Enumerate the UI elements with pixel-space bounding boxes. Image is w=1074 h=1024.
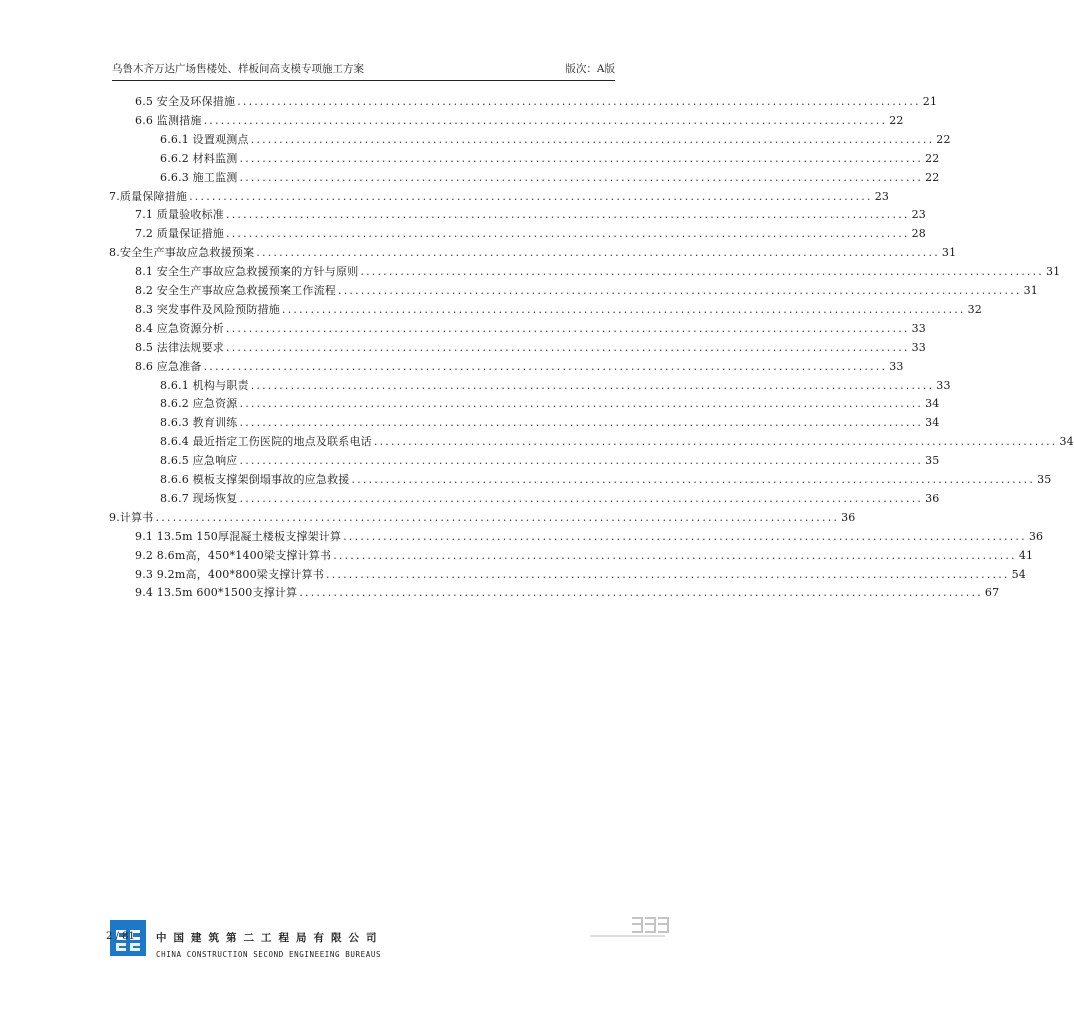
toc-entry-page: 31 xyxy=(1023,284,1038,297)
toc-leader-dots: ........................................................................................................................ xyxy=(333,548,1017,562)
toc-entry[interactable] xyxy=(160,395,940,413)
toc-leader-dots: ........................................................................................................................ xyxy=(239,491,924,505)
toc-entry[interactable] xyxy=(135,566,1027,584)
toc-leader-dots: ........................................................................................................................ xyxy=(351,473,1036,486)
toc-leader-dots: ........................................................................................................................ xyxy=(226,227,910,241)
toc-entry[interactable] xyxy=(135,263,1061,281)
toc-entry-label: 9.4 13.5m 600*1500支撑计算 xyxy=(135,586,298,600)
toc-entry-page: 35 xyxy=(1037,473,1052,486)
toc-entry-label: 6.6.3 施工监测 xyxy=(160,170,238,184)
toc-leader-dots: ........................................................................................................................ xyxy=(203,113,888,127)
toc-leader-dots: ........................................................................................................................ xyxy=(250,378,935,392)
toc-entry[interactable] xyxy=(135,584,1000,602)
toc-entry-label: 6.6 监测措施 xyxy=(135,113,202,127)
toc-entry-label: 8.6.7 现场恢复 xyxy=(160,491,238,505)
toc-entry-label: 7.质量保障措施 xyxy=(109,189,188,203)
toc-entry-label: 8.6.3 教育训练 xyxy=(160,416,238,430)
toc-entry[interactable] xyxy=(160,377,951,395)
version-label: 版次：A版 xyxy=(565,63,615,75)
toc-entry[interactable] xyxy=(135,358,904,376)
toc-entry-page: 32 xyxy=(967,302,982,316)
toc-entry-page: 34 xyxy=(925,397,940,411)
toc-entry-page: 31 xyxy=(1045,265,1061,279)
toc-leader-dots: ........................................................................................................................ xyxy=(203,359,888,373)
toc-entry-label: 8.6 应急准备 xyxy=(135,359,202,373)
toc-entry-page: 33 xyxy=(911,321,926,335)
toc-entry-label: 8.5 法律法规要求 xyxy=(135,340,224,354)
toc-entry[interactable] xyxy=(135,112,904,130)
company-name-en: CHINA CONSTRUCTION SECOND ENGINEEING BUREAUS xyxy=(156,950,382,959)
toc-entry-page: 36 xyxy=(841,510,856,524)
toc-leader-dots: ........................................................................................................................ xyxy=(360,265,1044,279)
toc-entry-label: 9.3 9.2m高，400*800梁支撑计算书 xyxy=(135,567,325,581)
company-name-cn: 中国建筑第二工程局有限公司 xyxy=(156,932,384,944)
toc-entry-page: 33 xyxy=(936,378,951,392)
toc-entry-page: 28 xyxy=(911,227,926,241)
toc-leader-dots: ........................................................................................................................ xyxy=(299,586,983,600)
toc-leader-dots: ........................................................................................................................ xyxy=(226,321,910,335)
toc-leader-dots: ........................................................................................................................ xyxy=(282,302,966,316)
toc-entry-label: 9.1 13.5m 150厚混凝土楼板支撑架计算 xyxy=(135,529,342,543)
toc-leader-dots: ........................................................................................................................ xyxy=(237,95,921,108)
toc-entry-label: 9.2 8.6m高，450*1400梁支撑计算书 xyxy=(135,548,332,562)
toc-entry[interactable] xyxy=(135,528,1044,546)
toc-entry-page: 21 xyxy=(922,95,938,108)
toc-entry-page: 35 xyxy=(925,454,940,468)
toc-entry-label: 6.6.1 设置观测点 xyxy=(160,132,249,146)
toc-entry-page: 33 xyxy=(889,359,904,373)
toc-leader-dots: ........................................................................................................................ xyxy=(189,189,873,203)
toc-entry-label: 8.4 应急资源分析 xyxy=(135,321,224,335)
toc-leader-dots: ........................................................................................................................ xyxy=(239,170,924,184)
toc-entry-label: 8.6.4 最近指定工伤医院的地点及联系电话 xyxy=(160,435,372,449)
toc-entry[interactable] xyxy=(160,131,951,149)
toc-entry-page: 54 xyxy=(1011,567,1027,581)
toc-entry[interactable] xyxy=(135,93,938,111)
toc-entry-page: 22 xyxy=(925,170,940,184)
toc-leader-dots: ........................................................................................................................ xyxy=(226,340,910,354)
toc-entry[interactable] xyxy=(160,150,940,168)
toc-entry-label: 6.5 安全及环保措施 xyxy=(135,95,236,108)
toc-entry-page: 33 xyxy=(911,340,926,354)
toc-entry-label: 8.6.5 应急响应 xyxy=(160,454,238,468)
page-header xyxy=(112,58,615,81)
document-title: 乌鲁木齐万达广场售楼处、样板间高支模专项施工方案 xyxy=(112,63,364,75)
toc-entry-label: 9.计算书 xyxy=(109,510,154,524)
toc-entry-page: 67 xyxy=(984,586,1000,600)
toc-leader-dots: ........................................................................................................................ xyxy=(239,397,924,411)
toc-entry[interactable] xyxy=(135,282,1038,300)
toc-entry[interactable] xyxy=(160,169,940,187)
toc-entry-page: 22 xyxy=(889,113,904,127)
toc-leader-dots: ........................................................................................................................ xyxy=(256,246,940,260)
toc-entry[interactable] xyxy=(109,188,890,206)
toc-entry-page: 31 xyxy=(941,246,957,260)
toc-entry[interactable] xyxy=(135,339,926,357)
toc-entry-page: 34 xyxy=(1059,435,1074,449)
toc-leader-dots: ........................................................................................................................ xyxy=(155,510,840,524)
page-number: 2 / 81 xyxy=(106,931,135,942)
toc-entry-page: 36 xyxy=(1028,529,1044,543)
toc-leader-dots: ........................................................................................................................ xyxy=(343,529,1027,543)
toc-entry-label: 6.6.2 材料监测 xyxy=(160,151,238,165)
toc-entry-label: 8.3 突发事件及风险预防措施 xyxy=(135,302,280,316)
toc-entry[interactable] xyxy=(135,301,982,319)
decorative-stripes-icon xyxy=(590,914,670,944)
toc-entry[interactable] xyxy=(109,244,957,262)
toc-leader-dots: ........................................................................................................................ xyxy=(239,454,924,468)
toc-leader-dots: ........................................................................................................................ xyxy=(373,435,1058,449)
toc-entry[interactable] xyxy=(160,452,940,470)
toc-leader-dots: ........................................................................................................................ xyxy=(326,567,1010,581)
toc-leader-dots: ........................................................................................................................ xyxy=(239,416,924,430)
toc-leader-dots: ........................................................................................................................ xyxy=(239,151,924,165)
toc-entry-label: 8.6.2 应急资源 xyxy=(160,397,238,411)
toc-entry-label: 7.2 质量保证措施 xyxy=(135,227,224,241)
toc-entry-page: 23 xyxy=(874,189,890,203)
toc-entry[interactable] xyxy=(160,433,1074,451)
toc-entry-page: 22 xyxy=(925,151,940,165)
toc-leader-dots: ........................................................................................................................ xyxy=(338,284,1022,297)
toc-leader-dots: ........................................................................................................................ xyxy=(226,208,910,222)
toc-entry-page: 23 xyxy=(911,208,926,222)
toc-entry-label: 7.1 质量验收标准 xyxy=(135,208,224,222)
toc-entry[interactable] xyxy=(135,547,1034,565)
toc-entry-label: 8.6.6 模板支撑架倒塌事故的应急救援 xyxy=(160,473,350,486)
toc-leader-dots: ........................................................................................................................ xyxy=(250,132,935,146)
toc-entry-label: 8.6.1 机构与职责 xyxy=(160,378,249,392)
toc-entry-page: 34 xyxy=(925,416,940,430)
toc-entry[interactable] xyxy=(109,509,856,527)
toc-entry-label: 8.1 安全生产事故应急救援预案的方针与原则 xyxy=(135,265,359,279)
toc-entry-page: 22 xyxy=(936,132,951,146)
toc-entry[interactable] xyxy=(135,225,926,243)
toc-entry-page: 36 xyxy=(925,491,940,505)
toc-entry[interactable] xyxy=(135,320,926,338)
toc-entry-label: 8.2 安全生产事故应急救援预案工作流程 xyxy=(135,284,336,297)
toc-entry[interactable] xyxy=(160,490,940,508)
toc-entry[interactable] xyxy=(135,206,926,224)
toc-entry-page: 41 xyxy=(1018,548,1034,562)
toc-entry[interactable] xyxy=(160,414,940,432)
toc-entry[interactable] xyxy=(160,471,1052,489)
toc-entry-label: 8.安全生产事故应急救援预案 xyxy=(109,246,255,260)
